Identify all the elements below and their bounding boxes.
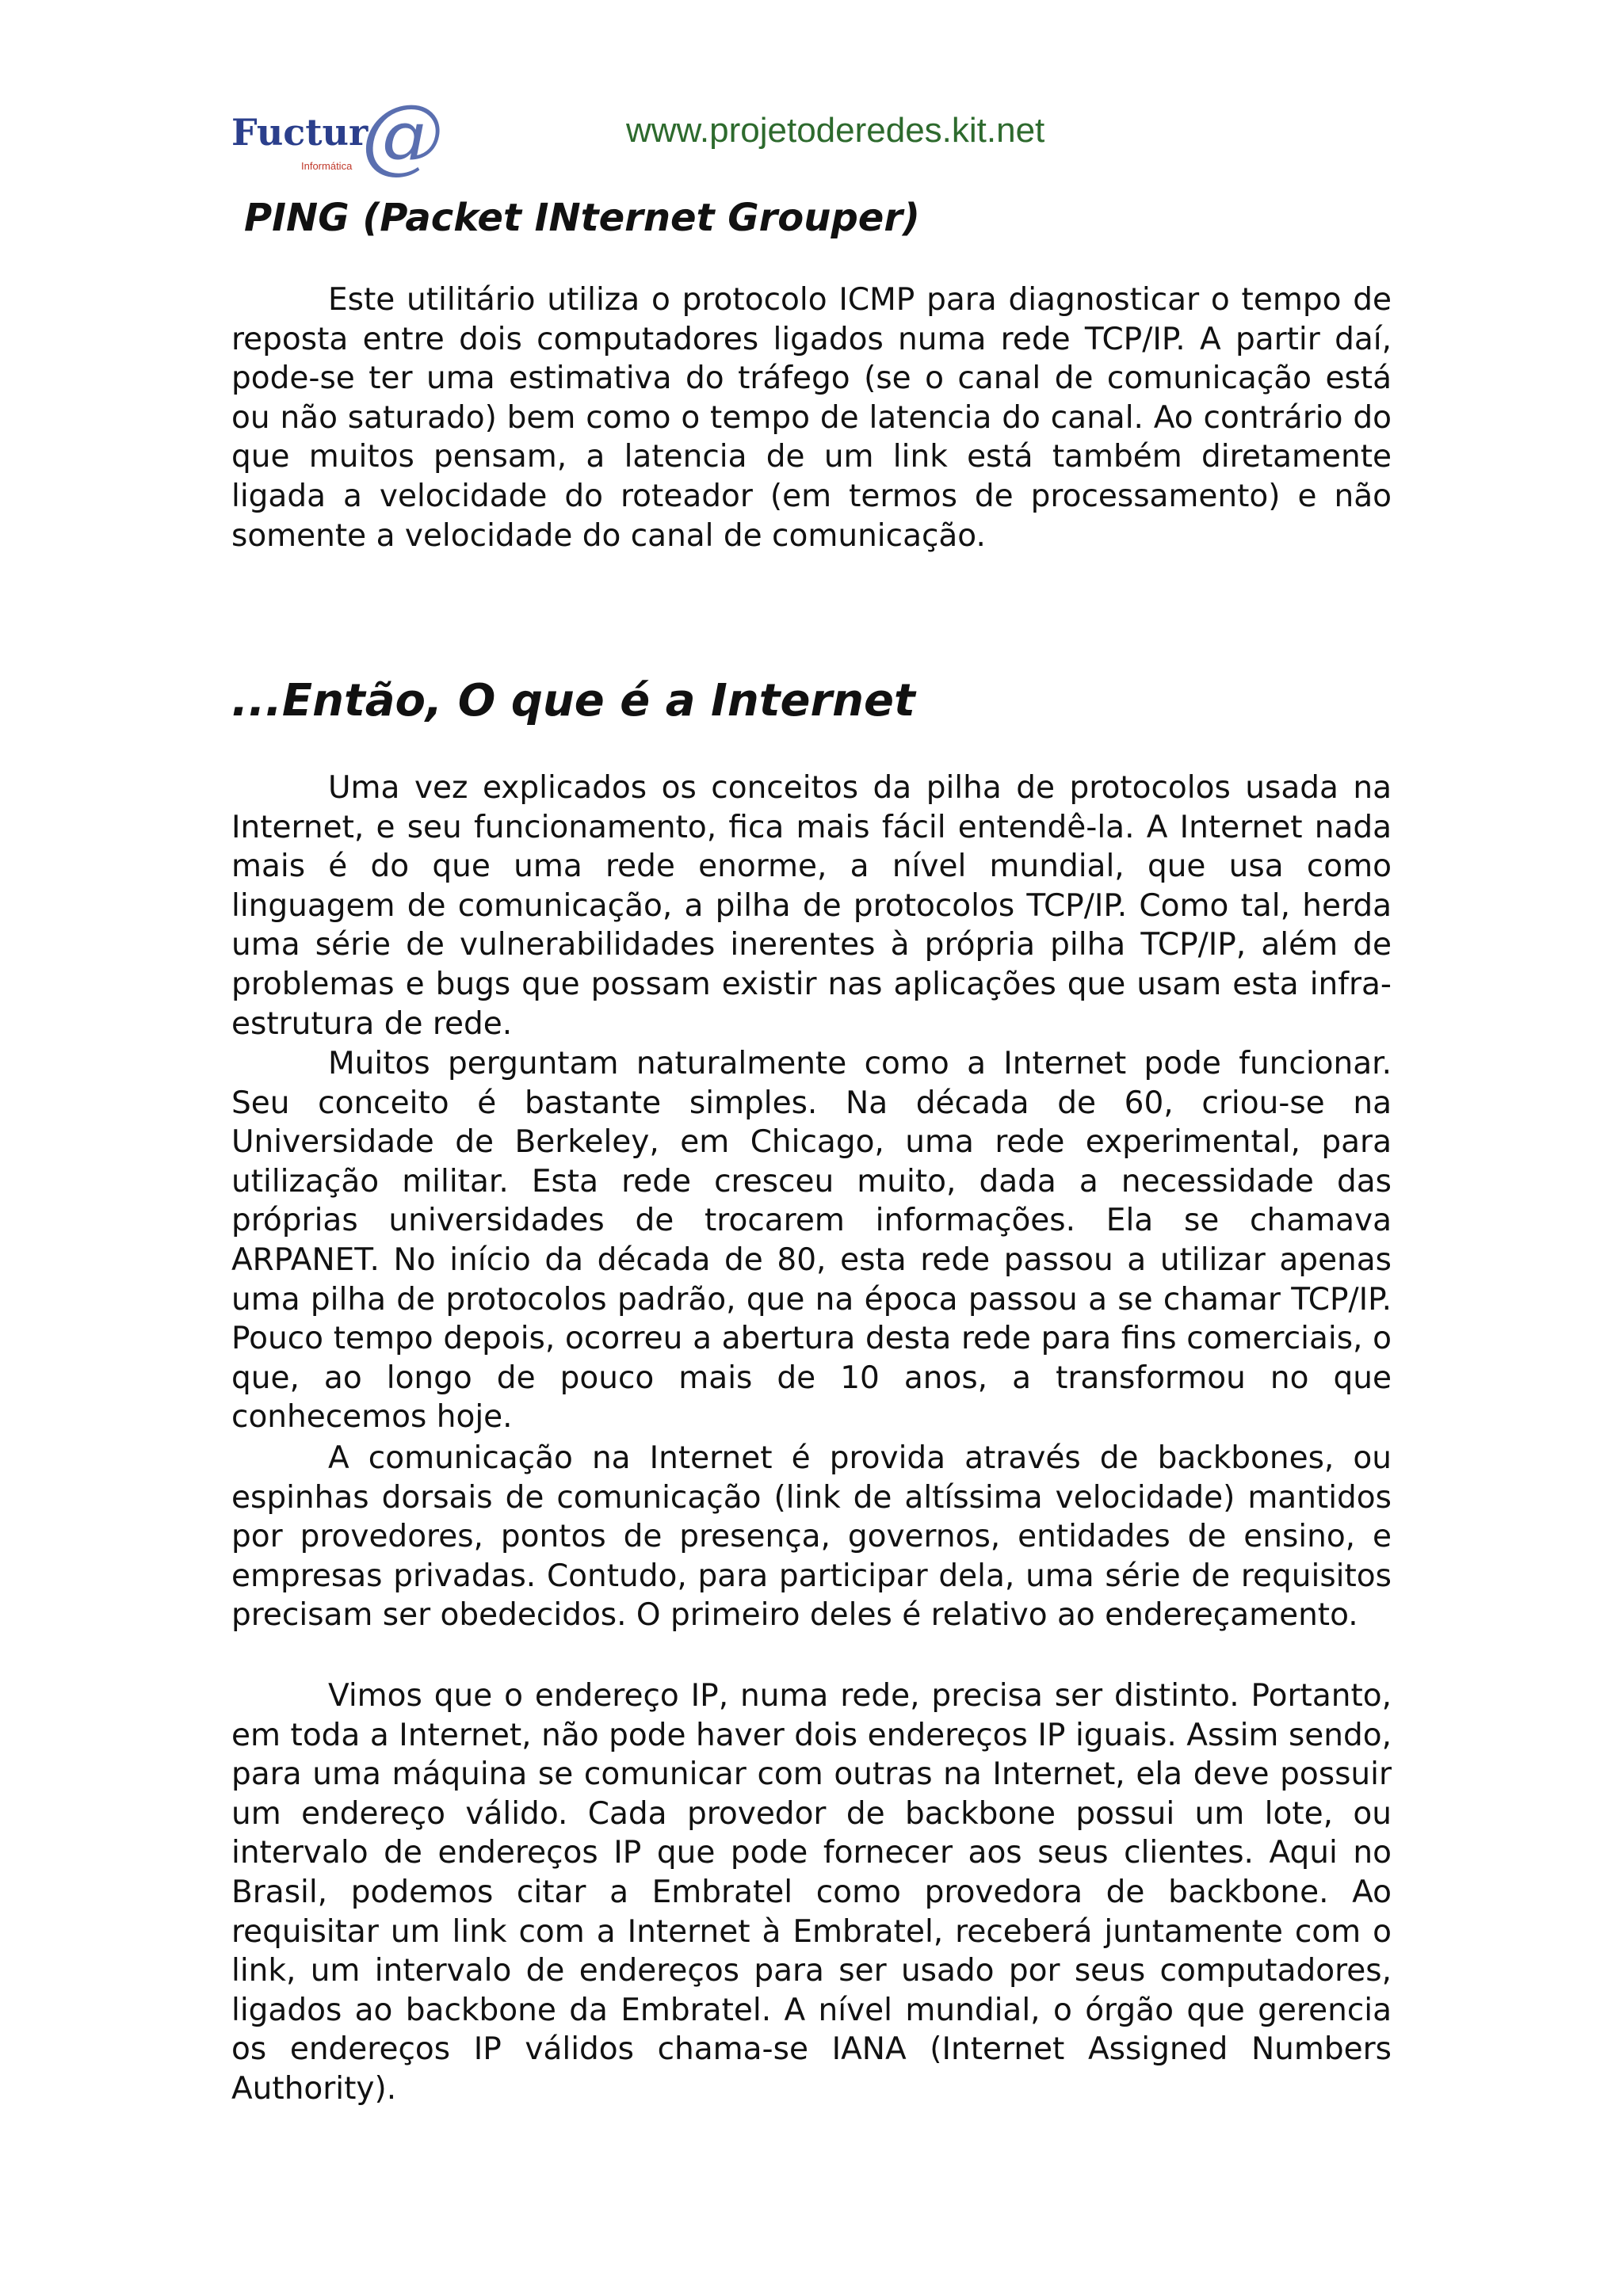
internet-paragraph-4: Vimos que o endereço IP, numa rede, precisa ser distinto. Portanto, em toda a Internet, não pode haver dois endereços IP iguais. Assim sendo, para uma máquina se comunicar com outras na Internet, ela deve possuir um endereço válido. Cada provedor de backbone possui um lote, ou intervalo de endereços IP que pode fornecer aos seus clientes. Aqui no Brasil, podemos citar a Embratel como provedora de backbone. Ao requisitar um link com a Internet à Embratel, receberá juntamente com o link, um intervalo de endereços para ser usado por seus computadores, ligados ao backbone da Embratel. A nível mundial, o órgão que gerencia os endereços IP válidos chama-se IANA (Internet Assigned Numbers Authority). (231, 1678, 1392, 2107)
fuctura-logo (231, 86, 444, 183)
internet-paragraph-1: Uma vez explicados os conceitos da pilha de protocolos usada na Internet, e seu funcionamento, fica mais fácil entendê-la. A Internet nada mais é do que uma rede enorme, a nível mundial, que usa como linguagem de comunicação, a pilha de protocolos TCP/IP. Como tal, herda uma série de vulnerabilidades inerentes à própria pilha TCP/IP, além de problemas e bugs que possam existir nas aplicações que usam esta infra-estrutura de rede. (231, 770, 1392, 1042)
page-header (0, 0, 1623, 183)
ping-paragraph: Este utilitário utiliza o protocolo ICMP para diagnosticar o tempo de reposta entre dois computadores ligados numa rede TCP/IP. A partir daí, pode-se ter uma estimativa do tráfego (se o canal de comunicação está ou não saturado) bem como o tempo de latencia do canal. Ao contrário do que muitos pensam, a latencia de um link está também diretamente ligada a velocidade do roteador (em termos de processamento) e não somente a velocidade do canal de comunicação. (231, 282, 1392, 554)
logo-subtitle: Informática (301, 160, 353, 172)
logo-at-symbol: @ (361, 86, 444, 183)
ping-section-title: PING (Packet INternet Grouper) (244, 196, 920, 240)
internet-paragraph-3: A comunicação na Internet é provida através de backbones, ou espinhas dorsais de comunicação (link de altíssima velocidade) mantidos por provedores, pontos de presença, governos, entidades de ensino, e empresas privadas. Contudo, para participar dela, uma série de requisitos precisam ser obedecidos. O primeiro deles é relativo ao endereçamento. (231, 1440, 1392, 1634)
internet-paragraph-2: Muitos perguntam naturalmente como a Internet pode funcionar. Seu conceito é bastante simples. Na década de 60, criou-se na Universidade de Berkeley, em Chicago, uma rede experimental, para utilização militar. Esta rede cresceu muito, dada a necessidade das próprias universidades de trocarem informações. Ela se chamava ARPANET. No início da década de 80, esta rede passou a utilizar apenas uma pilha de protocolos padrão, que na época passou a se chamar TCP/IP. Pouco tempo depois, ocorreu a abertura desta rede para fins comerciais, o que, ao longo de pouco mais de 10 anos, a transformou no que conhecemos hoje. (231, 1046, 1392, 1436)
logo-brand-text: Fuctur (231, 111, 369, 154)
internet-section-title: ...Então, O que é a Internet (231, 675, 915, 727)
site-url: www.projetoderedes.kit.net (626, 111, 1045, 150)
